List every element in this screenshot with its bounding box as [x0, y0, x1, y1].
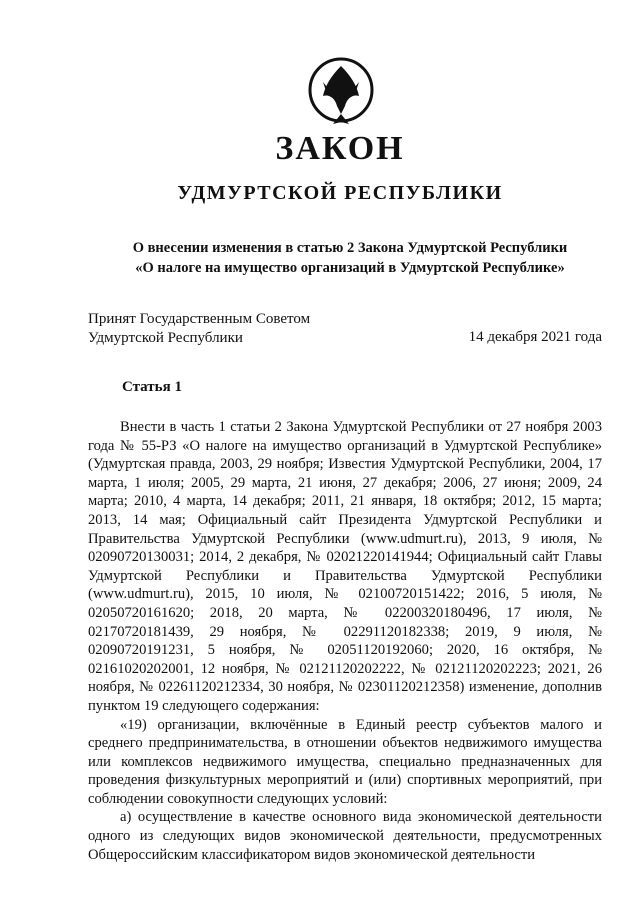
article-body: [88, 418, 602, 864]
article-title: Статья 1: [122, 379, 182, 395]
adoption-date: 14 декабря 2021 года: [468, 329, 602, 345]
article-paragraph-1: Внести в часть 1 статьи 2 Закона Удмуртской Республики от 27 ноября 2003 года № 55-РЗ «О налоге на имущество организаций в Удмуртской Республике» (Удмуртская правда, 2003, 29 ноября; Известия Удмуртской Республики, 2004, 17 марта, 1 июля; 2005, 29 марта, 21 июня, 27 декабря; 2006, 27 июня; 2009, 24 марта; 2010, 4 марта, 14 декабря; 2011, 21 января, 18 октября; 2012, 15 марта; 2013, 14 мая; Официальный сайт Президента Удмуртской Республики и Правительства Удмуртской Республики (www.udmurt.ru), 2013, 9 июля, № 02090720130031; 2014, 2 декабря, № 02021220141944; Официальный сайт Главы Удмуртской Республики и Правительства Удмуртской Республики (www.udmurt.ru), 2015, 10 июля, № 02100720151422; 2016, 5 июля, № 02050720161620; 2018, 20 марта, № 02200320180496, 17 июля, № 02170720181439, 29 ноября, № 02291120182338; 2019, 9 июля, № 02090720191231, 5 ноября, № 02051120192060; 2020, 16 октября, № 02161020202001, 12 ноября, № 02121120202222, № 02121120202223; 2021, 26 ноября, № 02261120212334, 30 ноября, № 02301120212358) изменение, дополнив пунктом 19 следующего содержания:: [88, 419, 602, 714]
adopted-by-line-2: Удмуртской Республики: [88, 330, 243, 346]
heading-line-1: О внесении изменения в статью 2 Закона Удмуртской Республики: [132, 240, 568, 256]
document-heading: [80, 238, 620, 278]
document-title: ЗАКОН: [275, 130, 405, 167]
coat-of-arms-emblem: [301, 52, 381, 132]
article-paragraph-2: «19) организации, включённые в Единый реестр субъектов малого и среднего предпринимательства, в отношении объектов недвижимого имущества или комплексов недвижимого имущества, специально предназначенных для проведения физкультурных мероприятий и (или) спортивных мероприятий, при соблюдении совокупности следующих условий:: [88, 716, 602, 807]
document-subtitle: УДМУРТСКОЙ РЕСПУБЛИКИ: [177, 182, 503, 204]
heading-line-2: «О налоге на имущество организаций в Удмуртской Республике»: [135, 260, 565, 276]
article-paragraph-3: а) осуществление в качестве основного вида экономической деятельности одного из следующих видов экономической деятельности, предусмотренных Общероссийским классификатором видов экономической деятельности: [88, 809, 602, 863]
adoption-info: [88, 310, 310, 348]
adopted-by-line-1: Принят Государственным Советом: [88, 311, 311, 327]
